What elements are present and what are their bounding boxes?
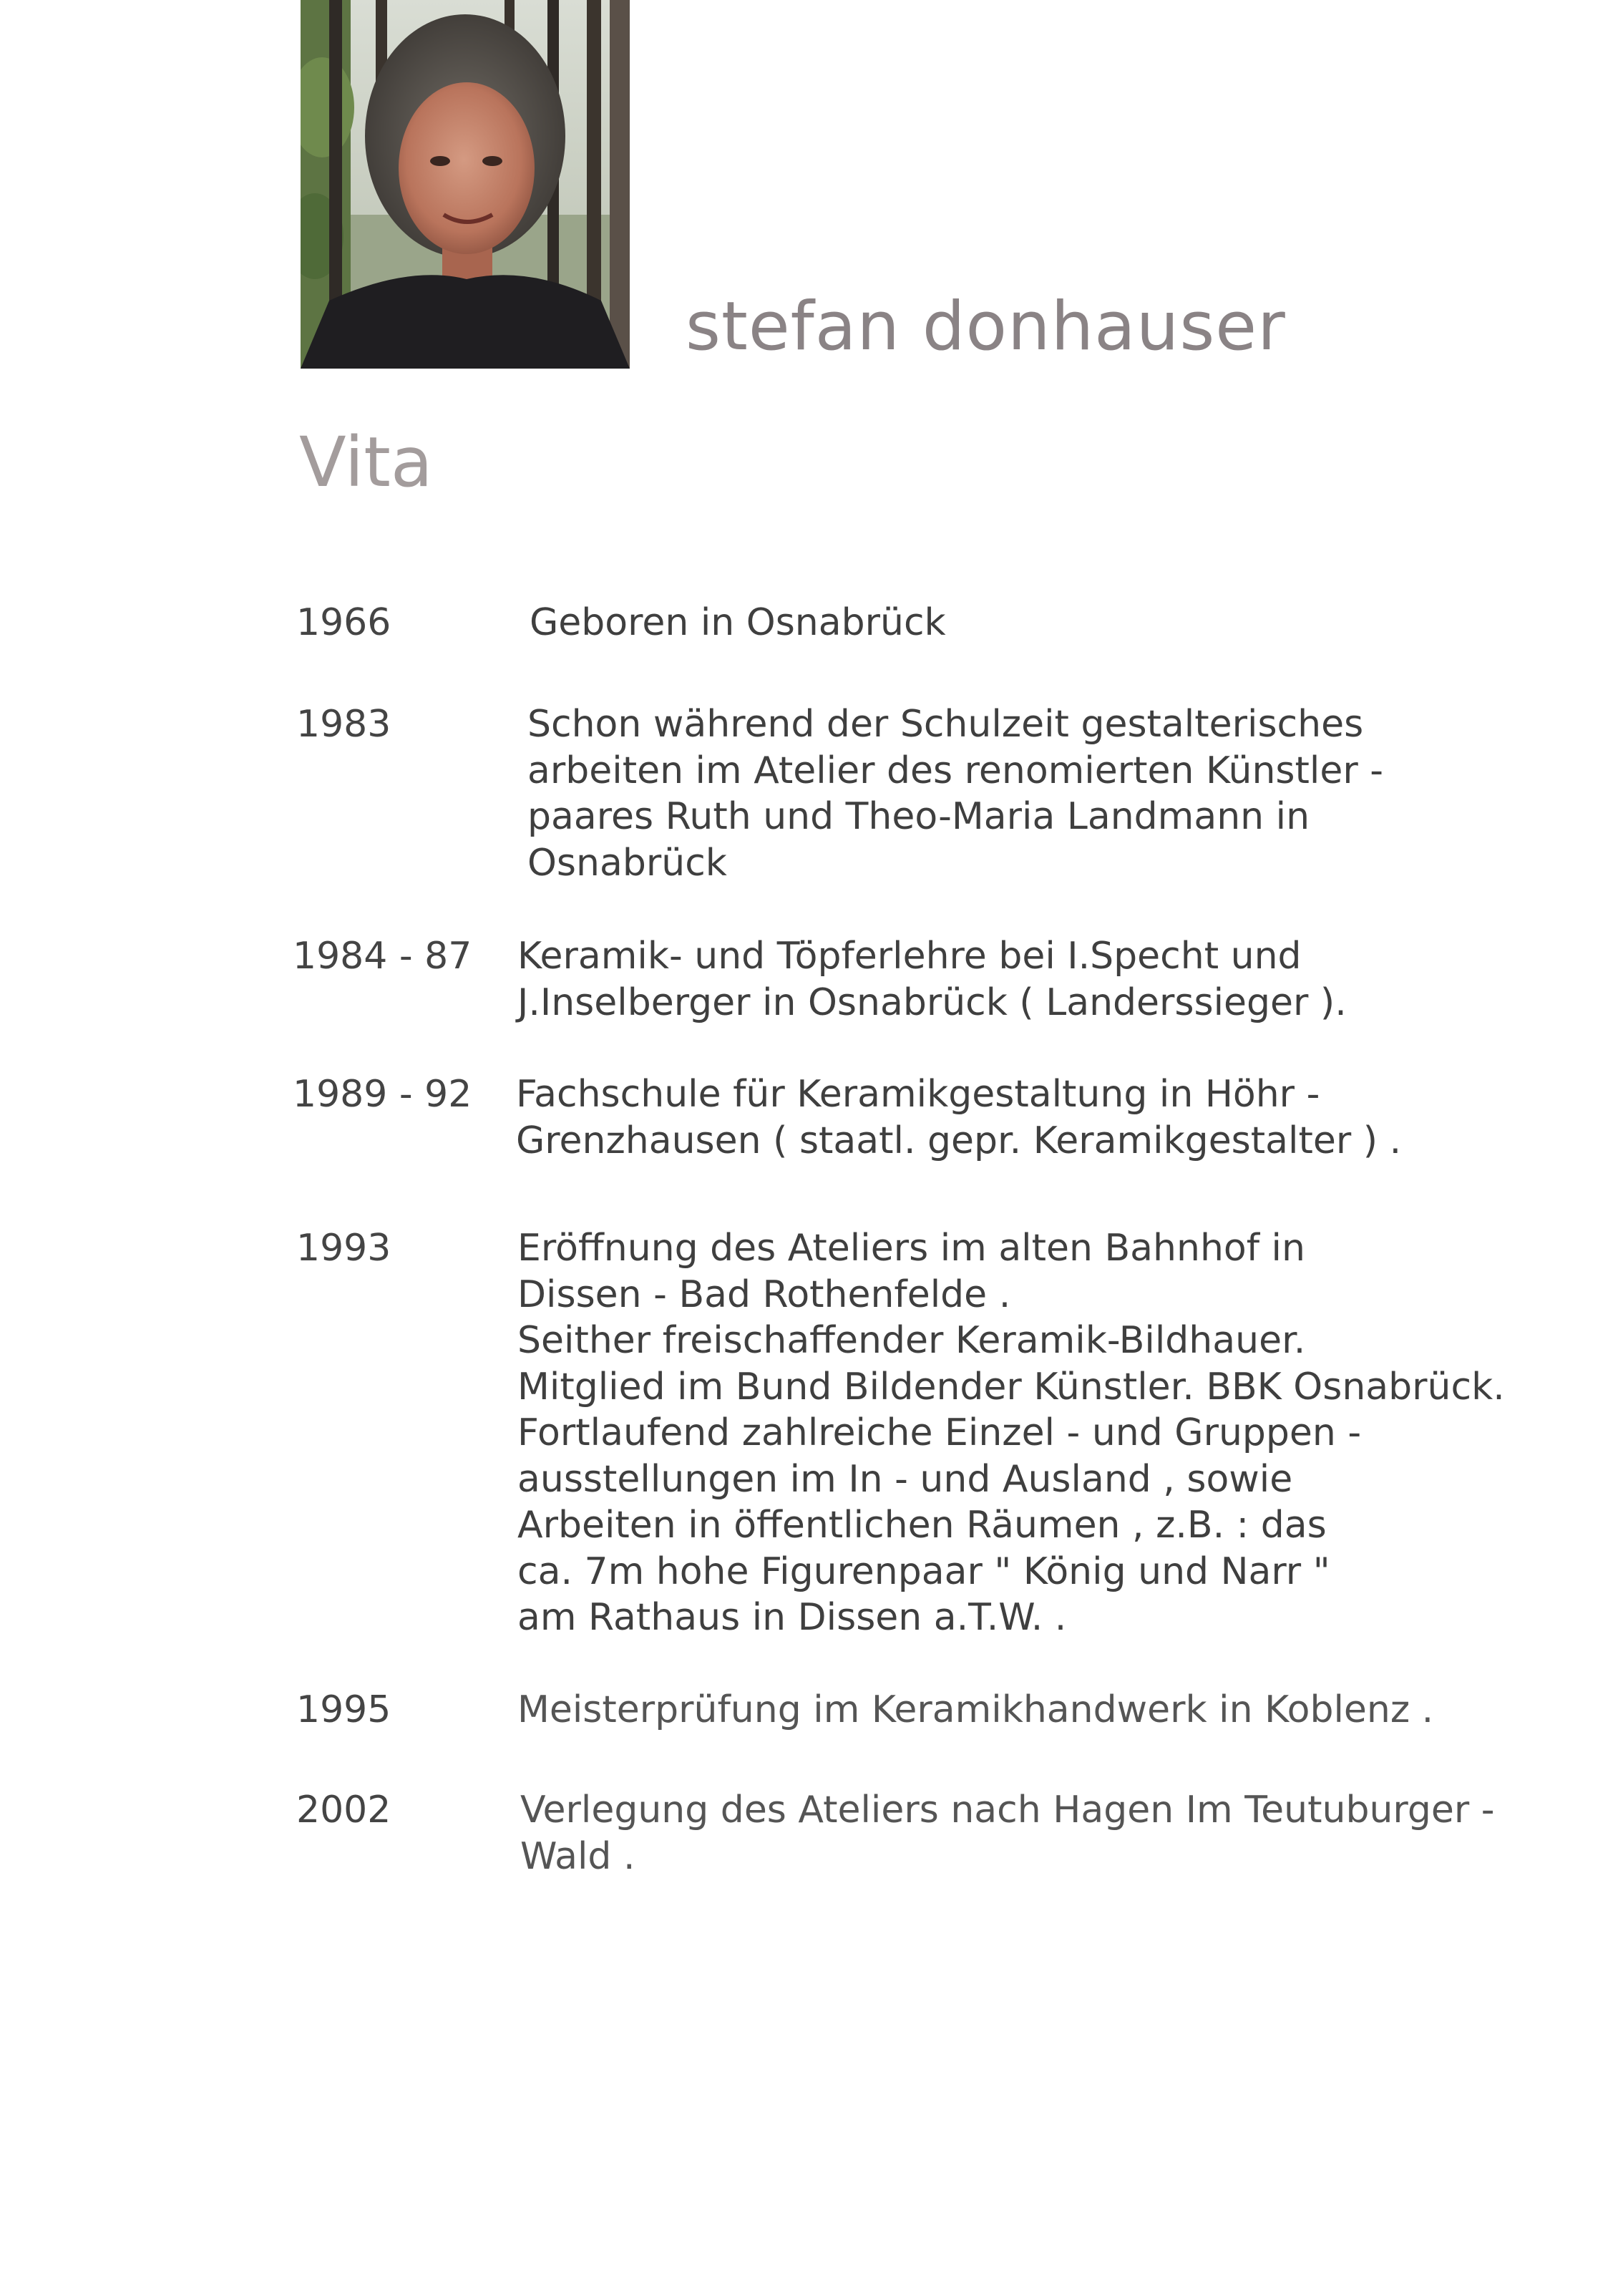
entry-text [517, 1225, 1505, 1641]
entry-text [517, 933, 1347, 1026]
entry-line: Schon während der Schulzeit gestalterisches [527, 703, 1364, 746]
entry-text [516, 1071, 1401, 1164]
entry-line: Arbeiten in öffentlichen Räumen , z.B. : das [517, 1504, 1327, 1547]
entry-line: Fachschule für Keramikgestaltung in Höhr - [516, 1073, 1320, 1116]
entry-line: Dissen - Bad Rothenfelde . [517, 1273, 1011, 1316]
entry-line: Meisterprüfung im Keramikhandwerk in Koblenz . [517, 1688, 1434, 1731]
artist-name: stefan donhauser [686, 288, 1286, 366]
portrait-image [301, 0, 630, 369]
entry-line: J.Inselberger in Osnabrück ( Landerssieger ). [517, 981, 1347, 1024]
entry-text [520, 1787, 1495, 1879]
entry-text [530, 600, 946, 646]
artist-portrait-photo [301, 0, 630, 369]
entry-line: Mitglied im Bund Bildender Künstler. BBK Osnabrück. [517, 1365, 1505, 1409]
entry-line: am Rathaus in Dissen a.T.W. . [517, 1596, 1067, 1639]
entry-text [517, 1687, 1433, 1733]
entry-line: Verlegung des Ateliers nach Hagen Im Teutuburger - [520, 1789, 1495, 1832]
entry-line: Eröffnung des Ateliers im alten Bahnhof in [517, 1227, 1305, 1270]
entry-year: 1989 - 92 [293, 1073, 472, 1116]
entry-line: Grenzhausen ( staatl. gepr. Keramikgestalter ) . [516, 1119, 1402, 1162]
entry-line: ausstellungen im In - und Ausland , sowie [517, 1457, 1293, 1501]
entry-year: 1993 [296, 1227, 391, 1270]
entry-line: arbeiten im Atelier des renomierten Künstler - [527, 749, 1383, 792]
entry-line: paares Ruth und Theo-Maria Landmann in [527, 795, 1310, 838]
entry-text [527, 701, 1383, 886]
entry-line: Keramik- und Töpferlehre bei I.Specht und [517, 935, 1302, 978]
entry-year: 1984 - 87 [293, 935, 472, 978]
entry-line: Seither freischaffender Keramik-Bildhauer. [517, 1319, 1306, 1362]
entry-year: 1995 [296, 1688, 391, 1731]
entry-year: 1983 [296, 703, 391, 746]
entry-line: Wald . [520, 1834, 635, 1878]
entry-line: Osnabrück [527, 841, 727, 885]
page-title: Vita [299, 422, 433, 502]
entry-year: 1966 [296, 601, 391, 644]
entry-line: ca. 7m hohe Figurenpaar " König und Narr " [517, 1550, 1330, 1593]
entry-year: 2002 [296, 1789, 391, 1832]
entry-line: Geboren in Osnabrück [530, 601, 946, 644]
entry-line: Fortlaufend zahlreiche Einzel - und Gruppen - [517, 1411, 1362, 1454]
